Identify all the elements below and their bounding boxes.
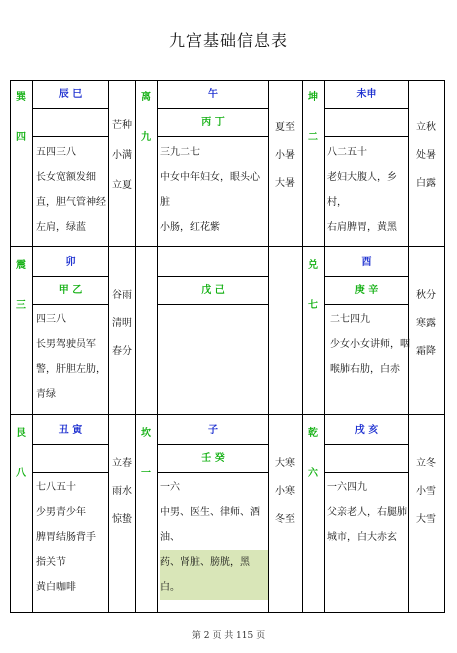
palace-dui-term: 秋分 (416, 290, 436, 301)
palace-qian-line: 父亲老人，右腿肺 (327, 507, 407, 518)
palace-qian-body (327, 475, 409, 550)
palace-dui-term: 霜降 (416, 346, 436, 357)
palace-gen-line: 少男青少年 (36, 507, 86, 518)
palace-li-line: 小肠，红花紫 (160, 222, 220, 233)
palace-li-trigram: 离 (141, 92, 151, 103)
palace-gen-trigram: 艮 (16, 428, 26, 439)
palace-kun-branch: 未申 (356, 89, 377, 100)
palace-gen-number: 八 (16, 468, 26, 479)
palace-dui-trigram: 兑 (308, 260, 318, 271)
palace-zhen-body (36, 307, 108, 407)
palace-zhen-stem: 甲 乙 (58, 285, 83, 296)
palace-xun-line: 直，胆气管神经 (36, 197, 106, 208)
palace-gen-term: 雨水 (112, 486, 132, 497)
palace-zhen-number: 三 (16, 300, 26, 311)
palace-xun-trigram: 巽 (16, 92, 26, 103)
palace-kan-term: 大寒 (275, 458, 295, 469)
palace-qian-branch: 戌 亥 (354, 425, 379, 436)
palace-gen-numbers: 七八五十 (36, 482, 76, 493)
palace-kan-branch: 子 (208, 425, 218, 436)
palace-gen-term: 立春 (112, 458, 132, 469)
palace-dui-number: 七 (308, 300, 318, 311)
palace-kan-term: 小寒 (275, 486, 295, 497)
palace-xun-numbers: 五四三八 (36, 147, 76, 158)
palace-qian-term: 大雪 (416, 514, 436, 525)
page-title: 九宫基础信息表 (168, 31, 288, 50)
palace-li-branch: 午 (208, 89, 218, 100)
palace-kun-body (327, 140, 409, 240)
palace-dui-line: 少女小女讲师，咽 (330, 339, 410, 350)
palace-qian-term: 立冬 (416, 458, 436, 469)
palace-qian-line: 城市，白大赤玄 (327, 532, 397, 543)
palace-li-numbers: 三九二七 (160, 147, 200, 158)
palace-li-term: 小暑 (275, 150, 295, 161)
palace-xun-term: 立夏 (112, 180, 132, 191)
palace-gen-term: 惊蛰 (112, 514, 132, 525)
palace-kan-stem: 壬 癸 (201, 453, 225, 464)
palace-qian-trigram: 乾 (308, 428, 318, 439)
palace-xun-line: 长女宽额发细 (36, 172, 96, 183)
palace-kan-number: 一 (141, 468, 151, 479)
palace-zhen-line: 长男驾驶员军 (36, 339, 96, 350)
palace-gen-line: 黄白咖啡 (36, 582, 76, 593)
palace-zhen-line: 青绿 (36, 389, 56, 400)
palace-dui-term: 寒露 (416, 318, 436, 329)
palace-kun-term: 立秋 (416, 122, 436, 133)
palace-dui-body (330, 307, 410, 382)
palace-kun-line: 右肩脾胃，黄黑 (327, 222, 397, 233)
palace-zhen-numbers: 四三八 (36, 314, 66, 325)
palace-kan-line: 中男、医生、律师、酒油、 (160, 507, 260, 543)
palace-li-line: 中女中年妇女，眼头心脏 (160, 172, 260, 208)
palace-kun-numbers: 八二五十 (327, 147, 367, 158)
palace-zhen-branch: 卯 (65, 257, 76, 268)
palace-li-term: 夏至 (275, 122, 295, 133)
palace-li-number: 九 (141, 132, 151, 143)
palace-kan-line: 药、肾脏、膀胱，黑白。 (160, 550, 268, 600)
palace-zhen-term: 春分 (112, 346, 132, 357)
palace-zhen-line: 警，肝胆左肋， (36, 364, 106, 375)
palace-kun-term: 处暑 (416, 150, 436, 161)
palace-kun-line: 老妇大腹人，乡村， (327, 172, 397, 208)
palace-zhen-term: 谷雨 (112, 290, 132, 301)
palace-dui-numbers: 二七四九 (330, 314, 370, 325)
palace-gen-line: 脾胃结肠背手 (36, 532, 96, 543)
palace-gen-line: 指关节 (36, 557, 66, 568)
palace-qian-term: 小雪 (416, 486, 436, 497)
palace-xun-number: 四 (16, 132, 26, 143)
palace-zhen-trigram: 震 (16, 260, 26, 271)
palace-kun-number: 二 (308, 132, 318, 143)
palace-li-body (160, 140, 268, 240)
palace-xun-line: 左肩，绿蓝 (36, 222, 86, 233)
palace-xun-term: 小满 (112, 150, 132, 161)
palace-dui-stem: 庚 辛 (354, 285, 379, 296)
palace-gen-body (36, 475, 108, 600)
palace-zhen-term: 清明 (112, 318, 132, 329)
palace-xun-branch: 辰 巳 (58, 89, 83, 100)
palace-qian-numbers: 一六四九 (327, 482, 367, 493)
palace-kun-term: 白露 (416, 178, 436, 189)
palace-dui-branch: 酉 (361, 257, 372, 268)
nine-palace-table (10, 80, 445, 613)
palace-li-term: 大暑 (275, 178, 295, 189)
palace-kun-trigram: 坤 (308, 92, 318, 103)
palace-kan-trigram: 坎 (141, 428, 151, 439)
palace-xun-body (36, 140, 108, 240)
page-footer: 第 2 页 共 115 页 (191, 631, 266, 641)
palace-kan-body (160, 475, 268, 600)
palace-kan-term: 冬至 (275, 514, 295, 525)
palace-dui-line: 喉肺右肋，白赤 (330, 364, 400, 375)
palace-gen-branch: 丑 寅 (58, 425, 83, 436)
palace-center-stem: 戊 己 (201, 285, 225, 296)
palace-li-stem: 丙 丁 (201, 117, 225, 128)
palace-kan-numbers: 一六 (160, 482, 180, 493)
palace-xun-term: 芒种 (112, 120, 132, 131)
palace-qian-number: 六 (308, 468, 318, 479)
